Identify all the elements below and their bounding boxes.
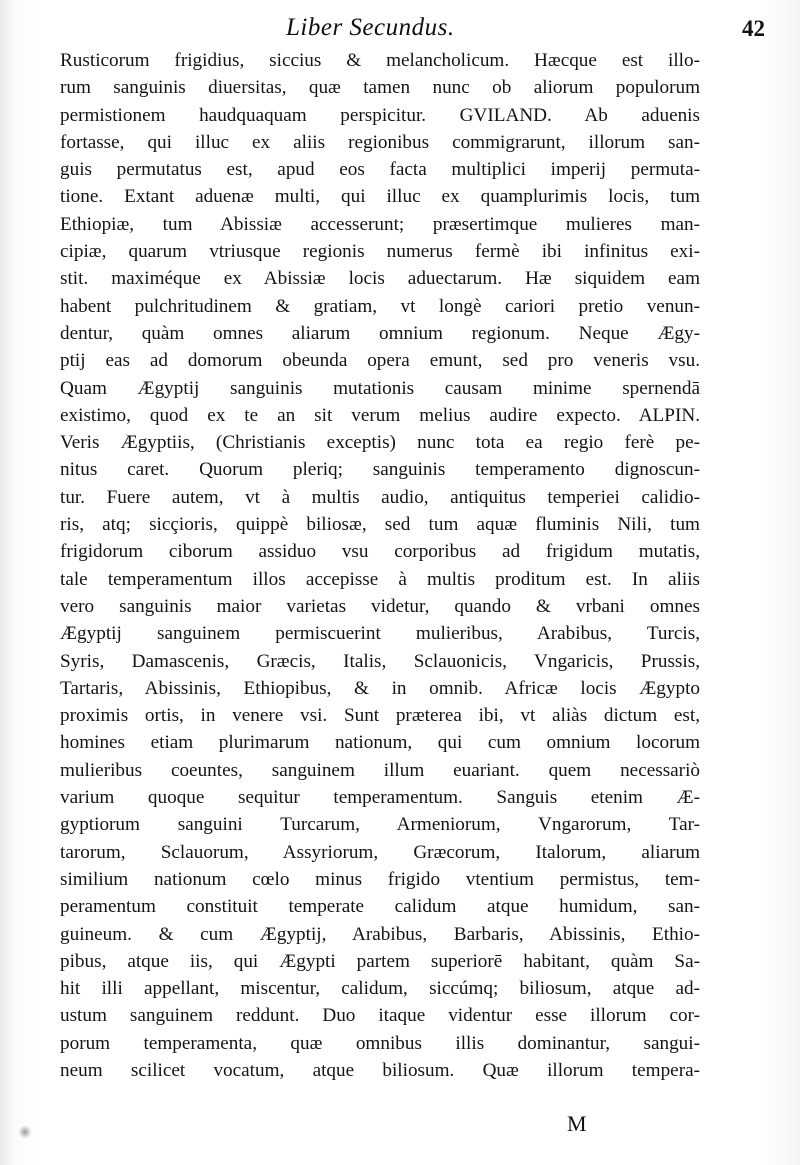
text-line: similium nationum cœlo minus frigido vtentium permistus, tem- xyxy=(60,868,700,890)
text-line: pibus, atque iis, qui Ægypti partem superiorē habitant, quàm Sa- xyxy=(60,950,700,972)
text-line: gyptiorum sanguini Turcarum, Armeniorum, Vngarorum, Tar- xyxy=(60,814,700,836)
text-line: stit. maximéque ex Abissiæ locis aduectarum. Hæ siquidem eam xyxy=(60,268,700,290)
text-line: tur. Fuere autem, vt à multis audio, antiquitus temperiei calidio- xyxy=(60,486,700,508)
text-line: fortasse, qui illuc ex aliis regionibus commigrarunt, illorum san- xyxy=(60,131,700,153)
text-line: rum sanguinis diuersitas, quæ tamen nunc ob aliorum populorum xyxy=(60,77,700,99)
text-line: peramentum constituit temperate calidum atque humidum, san- xyxy=(60,896,700,918)
page-number: 42 xyxy=(742,16,765,41)
text-line: vero sanguinis maior varietas videtur, quando & vrbani omnes xyxy=(60,595,700,617)
page-header xyxy=(0,10,800,44)
text-line: dentur, quàm omnes aliarum omnium regionum. Neque Ægy- xyxy=(60,322,700,344)
text-line: nitus caret. Quorum pleriq; sanguinis temperamento dignoscun- xyxy=(60,459,700,481)
paper-blemish xyxy=(18,1125,32,1139)
text-line: ris, atq; sicçioris, quippè biliosæ, sed tum aquæ fluminis Nili, tum xyxy=(60,514,700,536)
text-line: frigidorum ciborum assiduo vsu corporibus ad frigidum mutatis, xyxy=(60,541,700,563)
text-line: existimo, quod ex te an sit verum melius audire expecto. ALPIN. xyxy=(60,404,700,426)
text-line: permistionem haudquaquam perspicitur. GVILAND. Ab aduenis xyxy=(60,104,700,126)
text-line: proximis ortis, in venere vsi. Sunt præterea ibi, vt aliàs dictum est, xyxy=(60,705,700,727)
running-title: Liber Secundus. xyxy=(286,14,455,41)
catchword: M xyxy=(567,1111,587,1136)
text-line: guineum. & cum Ægyptij, Arabibus, Barbaris, Abissinis, Ethio- xyxy=(60,923,700,945)
text-line: Veris Ægyptiis, (Christianis exceptis) nunc tota ea regio ferè pe- xyxy=(60,432,700,454)
text-line: mulieribus coeuntes, sanguinem illum euariant. quem necessariò xyxy=(60,759,700,781)
text-line: Rusticorum frigidius, siccius & melancholicum. Hæcque est illo- xyxy=(60,50,700,71)
text-line: Tartaris, Abissinis, Ethiopibus, & in omnib. Africæ locis Ægypto xyxy=(60,677,700,699)
text-line: habent pulchritudinem & gratiam, vt longè cariori pretio venun- xyxy=(60,295,700,317)
text-line: tione. Extant aduenæ multi, qui illuc ex quamplurimis locis, tum xyxy=(60,186,700,208)
text-line: Ethiopiæ, tum Abissiæ accesserunt; præsertimque mulieres man- xyxy=(60,213,700,235)
text-line: tale temperamentum illos accepisse à multis proditum est. In aliis xyxy=(60,568,700,590)
text-line: cipiæ, quarum vtriusque regionis numerus fermè ibi infinitus exi- xyxy=(60,241,700,263)
text-line: tarorum, Sclauorum, Assyriorum, Græcorum, Italorum, aliarum xyxy=(60,841,700,863)
text-line: porum temperamenta, quæ omnibus illis dominantur, sangui- xyxy=(60,1032,700,1054)
text-line: Ægyptij sanguinem permiscuerint mulieribus, Arabibus, Turcis, xyxy=(60,623,700,645)
body-text xyxy=(60,47,700,1084)
text-line: ustum sanguinem reddunt. Duo itaque videntur esse illorum cor- xyxy=(60,1005,700,1027)
text-line: homines etiam plurimarum nationum, qui cum omnium locorum xyxy=(60,732,700,754)
text-line: guis permutatus est, apud eos facta multiplici imperij permuta- xyxy=(60,159,700,181)
text-line: Syris, Damascenis, Græcis, Italis, Sclauonicis, Vngaricis, Prussis, xyxy=(60,650,700,672)
text-line: Quam Ægyptij sanguinis mutationis causam minime spernendā xyxy=(60,377,700,399)
text-line: hit illi appellant, miscentur, calidum, siccúmq; biliosum, atque ad- xyxy=(60,978,700,1000)
text-line: neum scilicet vocatum, atque biliosum. Quæ illorum tempera- xyxy=(60,1059,700,1081)
text-line: varium quoque sequitur temperamentum. Sanguis etenim Æ- xyxy=(60,787,700,809)
text-line: ptij eas ad domorum obeunda opera emunt, sed pro veneris vsu. xyxy=(60,350,700,372)
